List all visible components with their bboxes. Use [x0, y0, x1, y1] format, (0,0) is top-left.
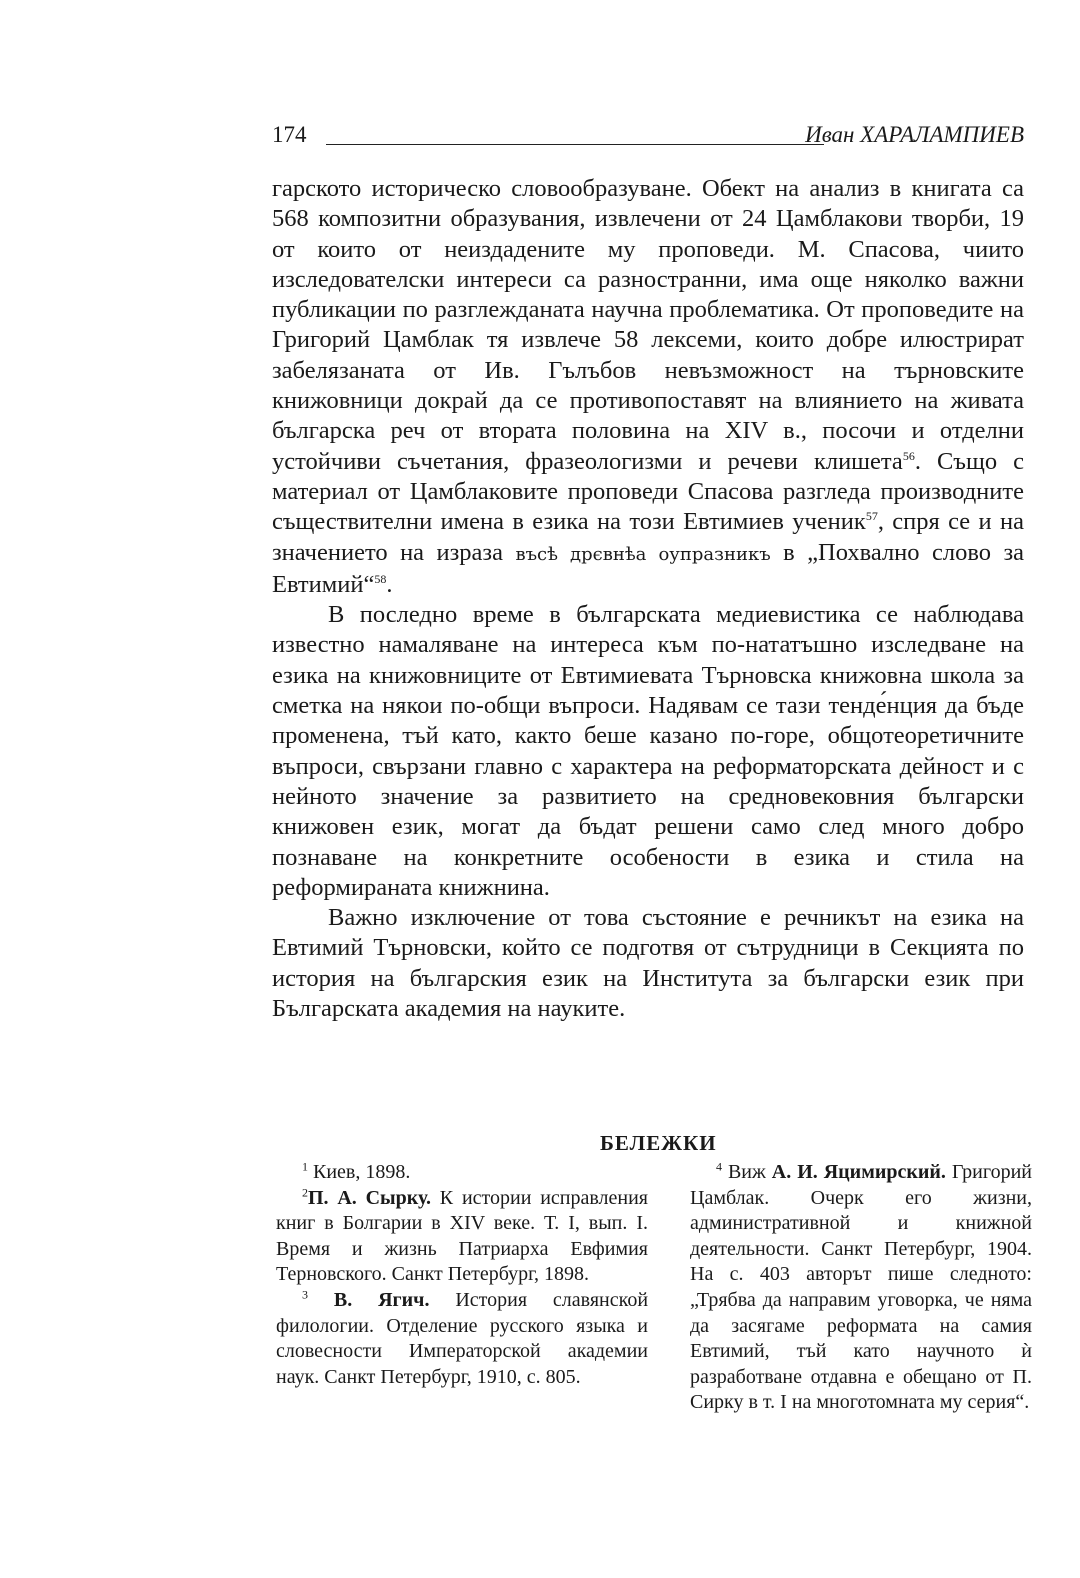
page-header [272, 118, 1024, 158]
notes-column-right [690, 1160, 1032, 1416]
slavonic-quote: въсѣ дрєвнѣа оупразникъ [515, 543, 771, 565]
note-3: $^3$ В. Ягич. История славянской филологии. Отделение русского языка и словесности Императорской академии наук. Санкт Петербург, 1910, с. 805. [276, 1287, 649, 1388]
main-text [272, 174, 1024, 1024]
note-1: $^1$ Киев, 1898. [302, 1159, 411, 1183]
paragraph-3: Важно изключение от това състояние е речникът на езика на Евтимий Търновски, който се подготвя от сътрудници в Секцията по история на българския език на Института за български език при Българската академия на науките. [272, 904, 1024, 1023]
header-rule [326, 144, 824, 145]
notes-heading: БЕЛЕЖКИ [600, 1131, 717, 1155]
footnote-ref-56: 56 [902, 448, 915, 463]
page-number: 174 [272, 122, 307, 147]
note-2: $^2$П. А. Сырку. К истории исправления книг в Болгарии в XIV веке. Т. I, вып. I. Время и жизнь Патриарха Евфимия Терновского. Санкт Петербург, 1898. [276, 1184, 649, 1286]
running-head: Иван ХАРАЛАМПИЕВ [805, 122, 1024, 147]
note-4: $^4$ Виж А. И. Яцимирский. Григорий Цамблак. Очерк его жизни, административной и книжной деятельности. Санкт Петербург, 1904. На с. 403 авторът пише следното: „Трябва да направим уговорка, че няма да засягаме реформата на самия Евтимий, тъй като научното ѝ разработване отдавна е обещано от П. Сирку в т. I на многотомната му серия“. [690, 1159, 1032, 1414]
paragraph-1: гарското историческо словообразуване. Обект на анализ в книгата са 568 композитни образувания, извлечени от 24 Цамблакови творби, 19 от които от неиздадените му проповеди. М. Спасова, чиито изследователски интереси са разностранни, има още няколко важни публикации по разглежданата научна проблематика. От проповедите на Григорий Цамблак тя извлече 58 лексеми, които добре илюстрират забелязаната от Ив. Гълъбов невъзможност на търновските книжовници докрай да се противопоставят на влиянието на живата българска реч от втората половина на XIV в., посочи и отделни устойчиви съчетания, фразеологизми и речеви клишета$^{56}$. Също с материал от Цамблаковите проповеди Спасова разгледа производните съществителни имена в езика на този Евтимиев ученик$^{57}$, спря се и на значението на израза въсѣ дрєвнѣа оупразникъ в „Похвално слово за Евтимий“$^{58}$. [272, 175, 1025, 598]
footnote-ref-58: 58 [374, 571, 387, 586]
notes-column-left [276, 1160, 648, 1390]
paragraph-2: В последно време в българската медиевистика се наблюдава известно намаляване на интереса към по-нататъшно изследване на езика на книжовниците от Евтимиевата Търновска книжовна школа за сметка на някои по-общи въпроси. Надявам се тази тенде́нция да бъде променена, тъй като, както беше казано по-горе, общотеоретичните въпроси, свързани главно с характера на реформаторската дейност и с нейното значение за развитието на средновековния български книжовен език, могат да бъдат решени само след много добро познаване на конкретните особености в езика и стила на реформираната книжнина. [272, 601, 1024, 901]
footnote-ref-57: 57 [865, 509, 878, 524]
